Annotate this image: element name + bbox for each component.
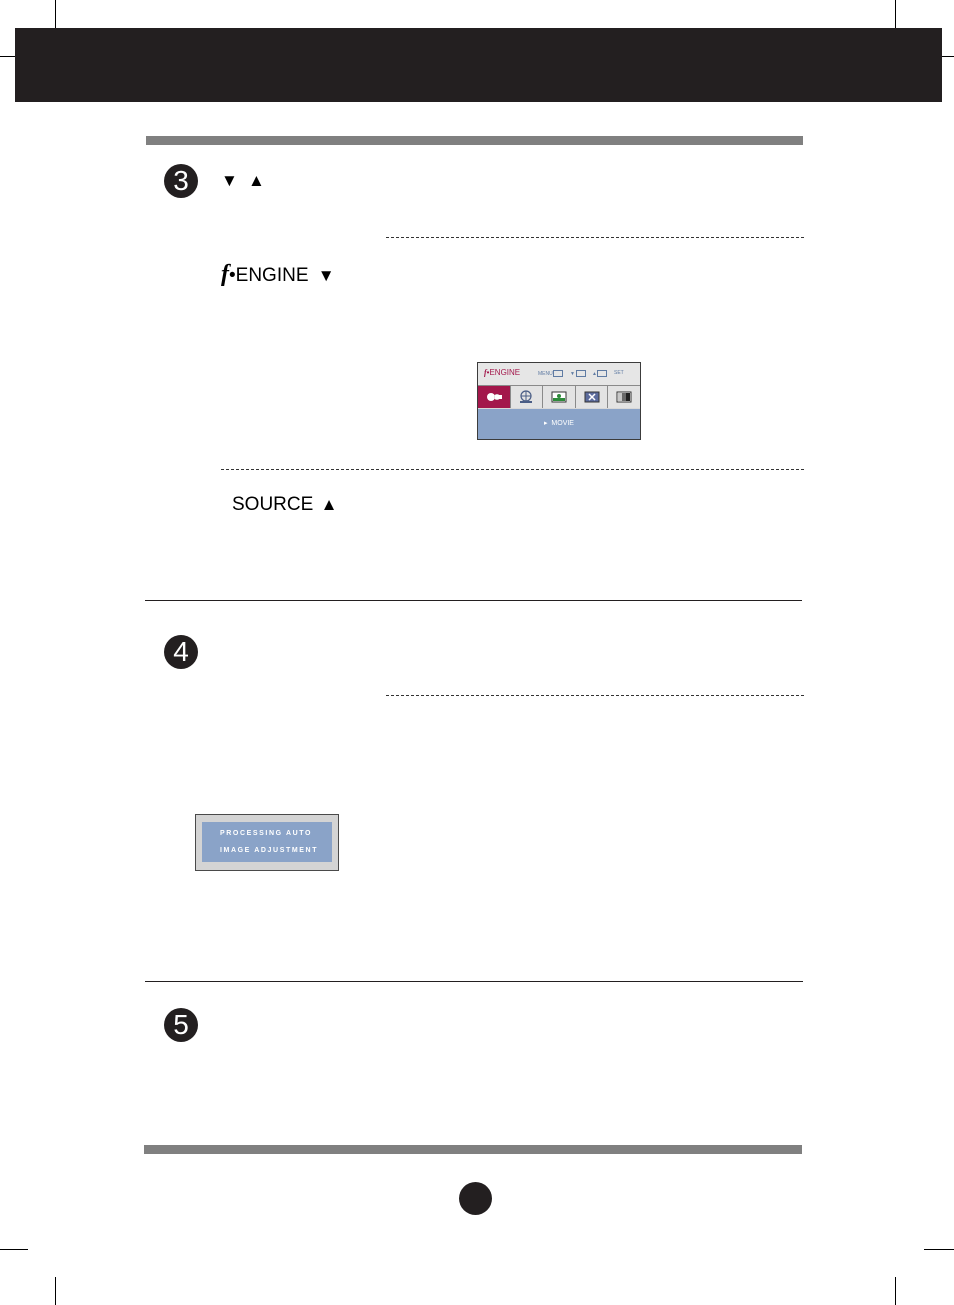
up-arrow-icon: ▲ xyxy=(320,495,338,514)
fengine-dot: • xyxy=(229,265,236,286)
section-top-rule xyxy=(146,136,803,145)
processing-line-2: IMAGE ADJUSTMENT xyxy=(220,847,319,854)
header-band xyxy=(15,28,942,102)
crop-mark xyxy=(0,56,15,57)
osd-title: f•ENGINE xyxy=(484,368,521,377)
play-icon: ▸ xyxy=(544,420,548,427)
step-number: 4 xyxy=(173,636,189,667)
source-button-label xyxy=(232,494,337,516)
fengine-button-label xyxy=(221,263,335,287)
source-text: SOURCE xyxy=(232,494,314,515)
step-3-badge xyxy=(164,164,198,198)
step-number: 3 xyxy=(173,165,189,196)
auto-adjust-osd xyxy=(195,814,339,871)
down-arrow-icon: ▼ xyxy=(317,266,335,285)
osd-mode-name: MOVIE xyxy=(551,420,574,427)
osd-mode-label xyxy=(478,409,640,439)
fengine-osd xyxy=(477,362,641,440)
step-5-badge xyxy=(164,1008,198,1042)
osd-down-hint: ▼ xyxy=(570,370,586,377)
fengine-text: ENGINE xyxy=(235,265,309,286)
section-divider xyxy=(145,981,803,982)
osd-up-hint: ▲ xyxy=(592,370,607,377)
photo-mode-icon xyxy=(543,386,576,408)
crop-mark xyxy=(0,1249,28,1250)
crop-mark xyxy=(895,0,896,28)
up-arrow-icon: ▲ xyxy=(248,171,265,190)
section-bottom-rule xyxy=(144,1145,802,1154)
dashed-divider xyxy=(386,695,804,696)
normal-mode-icon xyxy=(576,386,609,408)
step-4-badge xyxy=(164,635,198,669)
dashed-divider xyxy=(221,469,804,470)
osd-header xyxy=(478,363,640,386)
step-number: 5 xyxy=(173,1009,189,1040)
crop-mark xyxy=(924,1249,954,1250)
movie-mode-icon xyxy=(478,386,511,408)
section-divider xyxy=(145,600,802,601)
auto-adjust-message xyxy=(202,822,332,862)
osd-menu-hint: MENU xyxy=(538,370,563,377)
fengine-logo-f: f xyxy=(221,261,229,287)
crop-mark xyxy=(55,1277,56,1305)
down-arrow-icon: ▼ xyxy=(221,171,238,190)
internet-mode-icon xyxy=(511,386,544,408)
dashed-divider xyxy=(386,237,804,238)
processing-line-1: PROCESSING AUTO xyxy=(220,830,313,837)
crop-mark xyxy=(942,56,954,57)
osd-set-hint: SET xyxy=(614,370,624,376)
user-mode-icon xyxy=(608,386,640,408)
page-number-badge xyxy=(459,1182,492,1215)
osd-mode-icons xyxy=(478,386,640,408)
crop-mark xyxy=(895,1277,896,1305)
crop-mark xyxy=(55,0,56,28)
